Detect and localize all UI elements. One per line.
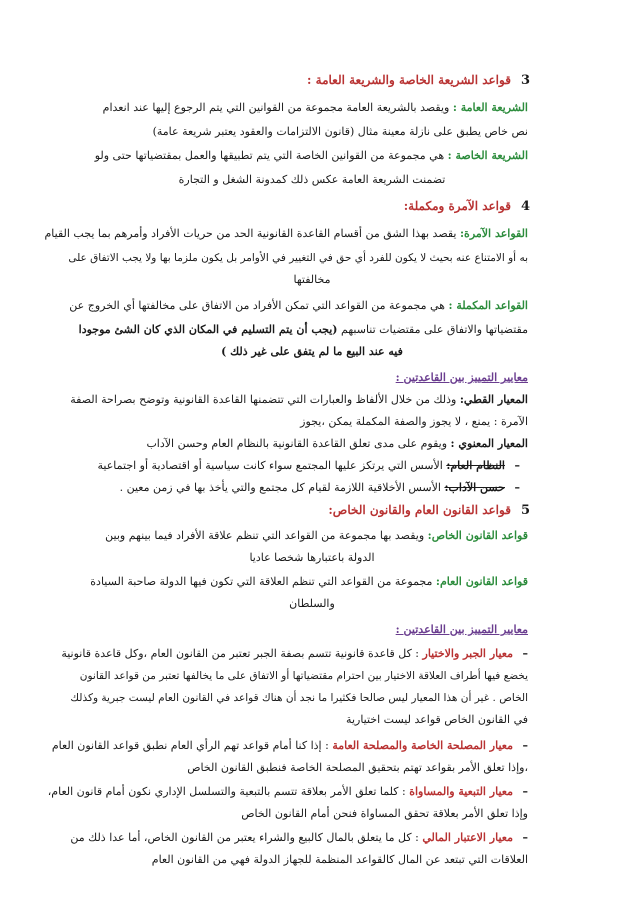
s3-p2-line2: تضمنت الشريعة العامة عكس ذلك كمدونة الشغل و التجارة (178, 173, 446, 186)
interest-criterion-term: معيار المصلحة الخاصة والمصلحة العامة (332, 739, 513, 752)
section-5-number: 5 (520, 503, 530, 518)
c2-line2: ،وإذا تعلق الأمر بقواعد تهتم بتحقيق المصلحة الخاصة فنطبق القانون الخاص (187, 761, 528, 774)
literal-criterion-line2: الآمرة : يمنع ، لا يجوز والصفة المكملة يمكن ،يجوز (300, 415, 528, 428)
section-3-title: قواعد الشريعة الخاصة والشريعة العامة : (307, 73, 511, 87)
s4-p1-line1 (44, 226, 528, 242)
special-law-term: الشريعة الخاصة : (447, 149, 528, 162)
s3-p1-line2: نص خاص يطبق على نازلة معينة مثال (قانون الالتزامات والعقود يعتبر شريعة عامة) (152, 125, 528, 138)
s4-p1-line2: به أو الامتناع عنه بحيث لا يكون للفرد أي حق في التغيير في الأوامر بل يكون ملزما بها ولا يجب الاتفاق على (68, 252, 528, 264)
public-order-bullet (96, 458, 520, 474)
literal-criterion-term: المعيار القطي: (459, 393, 528, 406)
subordination-criterion-term: معيار التبعية والمساواة (409, 785, 513, 798)
c3-line2: وإذا تعلق الأمر بعلاقة تحقق المساواة فنحن أمام القانون الخاص (241, 807, 528, 820)
moral-criterion-line1 (96, 436, 528, 452)
s3-p2-text1: هي مجموعة من القوانين الخاصة التي يتم تطبيقها والعمل بمقتضياتها حتى ولو (94, 149, 445, 162)
c4-line1 (70, 830, 528, 846)
moral-criterion-text1: ويقوم على مدى تعلق القاعدة القانونية بالنظام العام وحسن الآداب (146, 437, 448, 450)
s4-p1-text1: يقصد بهذا الشق من أقسام القاعدة القانونية الحد من حريات الأفراد وأمرهم بما يجب القيام (44, 227, 457, 240)
complementary-rules-term: القواعد المكملة : (448, 299, 528, 312)
section-5-title: قواعد القانون العام والقانون الخاص: (328, 503, 511, 517)
c1-text1: : كل قاعدة قانونية تتسم بصفة الجبر تعتبر من القانون العام ،وكل قاعدة قانونية (61, 647, 420, 660)
s3-p2-line1 (96, 148, 528, 164)
section-5-heading (96, 502, 530, 519)
c1-dash: – (522, 647, 528, 660)
literal-criterion-text1: وذلك من خلال الألفاظ والعبارات التي تتضمنها القاعدة القانونية وتوضح بصراحة الصفة (70, 393, 457, 406)
section-4-number: 4 (520, 199, 530, 214)
c1-line2: يخضع فيها أطراف العلاقة الاختيار بين احترام مقتضياتها أو الاتفاق على ما يخالفها تعتبر من قواعد القانون (79, 670, 528, 682)
s5-p1-line2: الدولة باعتبارها شخصا عاديا (249, 551, 375, 564)
c3-text1: : كلما تعلق الأمر بعلاقة تتسم بالتبعية والتسلسل الإداري نكون أمام قانون العام، (47, 785, 406, 798)
s4-p2-line2 (78, 322, 528, 338)
c1-line3: الخاص . غير أن هذا المعيار ليس صالحا فكثيرا ما نجد أن هناك قواعد في القانون العام ليست جبرية وكذلك (70, 692, 528, 704)
s3-p1-text1: ويقصد بالشريعة العامة مجموعة من القوانين التي يتم الرجوع إليها عند انعدام (102, 101, 450, 114)
financial-criterion-term: معيار الاعتبار المالي (422, 831, 513, 844)
s4-p2-example-bold: (يجب أن يتم التسليم في المكان الذي كان الشئ موجودا (78, 323, 338, 336)
section-4-heading (96, 198, 530, 215)
good-morals-term: حسن الآداب: (444, 481, 505, 494)
s5-p1-line1 (96, 528, 528, 544)
s4-p2-text1: هي مجموعة من القواعد التي تمكن الأفراد من الاتفاق على مخالفتها أي الخروج عن (69, 299, 445, 312)
criteria-1-title-text: معايير التمييز بين القاعدتين : (395, 371, 528, 384)
good-morals-text: الأسس الأخلاقية اللازمة لقيام كل مجتمع والتي يأخذ بها في زمن معين . (119, 481, 441, 494)
s5-p2-line2: والسلطان (289, 597, 335, 610)
s5-p2-text1: مجموعة من القواعد التي تنظم العلاقة التي تكون فيها الدولة صاحبة السيادة (90, 575, 433, 588)
private-law-rules-term: قواعد القانون الخاص: (427, 529, 528, 542)
s5-p1-text1: ويقصد بها مجموعة من القواعد التي تنظم علاقة الأفراد فيما بينهم وبين (105, 529, 425, 542)
c2-line1 (51, 738, 528, 754)
s4-p2-line3: فيه عند البيع ما لم يتفق على غير ذلك ) (221, 345, 403, 358)
c2-text1: : إذا كنا أمام قواعد تهم الرأي العام نطبق قواعد القانون العام (51, 739, 329, 752)
moral-criterion-term: المعيار المعنوي : (450, 437, 528, 450)
public-order-term: النظام العام: (446, 459, 505, 472)
c4-text1: : كل ما يتعلق بالمال كالبيع والشراء يعتبر من القانون الخاص، أما عدا ذلك من (70, 831, 419, 844)
compulsion-criterion-term: معيار الجبر والاختيار (422, 647, 513, 660)
public-law-rules-term: قواعد القانون العام: (435, 575, 528, 588)
public-law-term: الشريعة العامة : (452, 101, 528, 114)
c3-dash: – (522, 785, 528, 798)
c4-dash: – (522, 831, 528, 844)
c1-line4: في القانون الخاص قواعد ليست اختيارية (346, 713, 528, 726)
mandatory-rules-term: القواعد الآمرة: (460, 227, 528, 240)
good-morals-bullet (96, 480, 520, 496)
s3-p1-line1 (96, 100, 528, 116)
section-4-title: قواعد الآمرة ومكملة: (403, 199, 511, 213)
bullet-dash: – (514, 481, 520, 494)
section-3-heading (96, 72, 530, 89)
c1-line1 (61, 646, 528, 662)
s5-p2-line1 (90, 574, 528, 590)
s4-p2-line1 (69, 298, 528, 314)
criteria-1-title (96, 370, 528, 386)
c4-line2: العلاقات التي تبتعد عن المال كالقواعد المنظمة للجهاز الدولة فهي من القانون العام (151, 853, 528, 866)
criteria-2-title (96, 622, 528, 638)
s4-p1-line3: مخالفتها (293, 273, 331, 286)
c3-line1 (47, 784, 528, 800)
section-3-number: 3 (520, 73, 530, 88)
c2-dash: – (522, 739, 528, 752)
bullet-dash: – (514, 459, 520, 472)
s4-p2-text2a: مقتضياتها والاتفاق على مقتضيات تناسبهم (341, 323, 528, 336)
criteria-2-title-text: معايير التمييز بين القاعدتين : (395, 623, 528, 636)
public-order-text: الأسس التي يرتكز عليها المجتمع سواء كانت سياسية أو اقتصادية أو اجتماعية (97, 459, 443, 472)
literal-criterion-line1 (70, 392, 528, 408)
